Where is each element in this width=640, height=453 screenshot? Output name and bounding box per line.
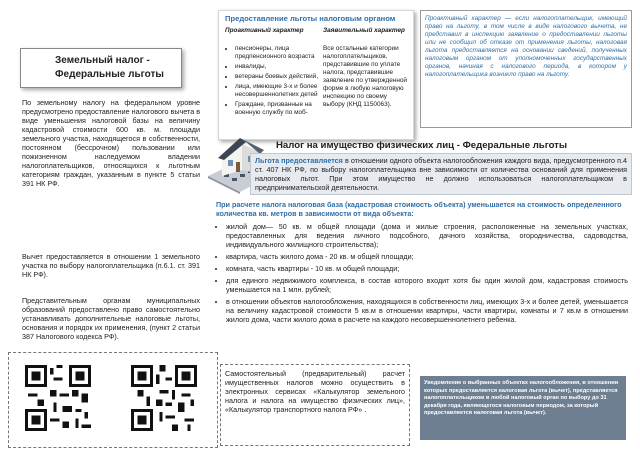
benefit-col1-item: • ветераны боевых действий,: [235, 73, 327, 81]
qr-section: [8, 352, 218, 448]
property-deduction-item: • жилой дом— 50 кв. м общей площади (дома и жилые строения, расположенные на земельных участках, предоставленных для ведения личного подсобного, дачного хозяйства, огородничества, садоводства, индивидуального жилищного строительства);: [226, 222, 628, 249]
proactive-note-text: Проактивный характер — если налогоплательщик, имеющий право на льготу, в том числе в виде налогового вычета, не представил в инспекцию заявление о предоставлении льготы или не сообщил об отказе от применения льготы, налоговая льгота предоставляется на основании сведений, полученных налоговым органом от уполномоченных государственных органов, начиная с налогового периода, в котором у налогоплательщика возникло право на льготу.: [425, 15, 627, 78]
calculator-box: [220, 364, 410, 446]
benefit-col1-header: Проактивный характер: [225, 27, 304, 34]
notice-text: Уведомление о выбранных объектах налогообложения, в отношении которых предоставляется налоговая льгота (вычет), представляется налогоплательщиком в любой налоговый орган по выбору до 31 декабря года, являющегося налоговым периодом, за который предоставляется налоговая льгота (вычет).: [424, 380, 619, 417]
property-highlight-lead: Льгота предоставляется: [255, 156, 343, 165]
land-tax-title-1: Земельный налог -: [55, 55, 150, 66]
property-deduction-intro: При расчете налога налоговая база (кадастровая стоимость объекта) уменьшается на стоимость определенного количества кв. метров в зависимости от вида объекта:: [216, 200, 622, 218]
benefit-col1-item: • инвалиды,: [235, 63, 327, 71]
property-tax-title: Налог на имущество физических лиц - Федеральные льготы: [276, 140, 568, 151]
proactive-note: [420, 10, 632, 128]
benefit-col1-item: • лица, имеющие 3-х и более несовершеннолетних детей: [235, 83, 327, 99]
land-para-2: Вычет предоставляется в отношении 1 земельного участка по выбору налогоплательщика (п.6.1. ст. 391 НК РФ).: [22, 252, 200, 279]
notice-box: [420, 376, 626, 440]
calculator-text: Самостоятельный (предварительный) расчет имущественных налогов можно осуществить в электронных сервисах «Калькулятор земельного налога и налога на имущество физических лиц», «Калькулятор транспортного налога РФ» .: [225, 369, 405, 414]
benefit-col2-header: Заявительный характер: [323, 27, 405, 34]
land-tax-heading: [20, 48, 182, 88]
land-para-1: По земельному налогу на федеральном уровне предусмотрено предоставление налогового вычета в виде уменьшения налоговой базы на величину кадастровой стоимости 600 кв. м. площади земельного участка, находящегося в собственности, постоянном (бессрочном) пользовании или пожизненном наследуемом владении налогоплательщиков, относящихся к льготным категориям граждан, указанным в пункте 5 статьи 391 НК РФ.: [22, 98, 201, 188]
property-deduction-item: • для единого недвижимого комплекса, в состав которого входит хотя бы один жилой дом, кадастровая стоимость уменьшается на 1 млн. рублей;: [226, 276, 628, 294]
qr-code-land-calculator[interactable]: [25, 365, 91, 431]
benefit-col1-list: [225, 45, 327, 119]
benefit-col1-item: • Граждане, призванные на военную службу по моб-: [235, 101, 327, 117]
benefit-col2-text: Все остальные категории налогоплательщиков, представившие по уплате налога, представившие заявление по утвержденной форме в любую налоговую инспекцию по своему выбору (КНД 1150063).: [323, 45, 407, 108]
benefit-col1-item: • пенсионеры, лица предпенсионного возраста: [235, 45, 327, 61]
qr-code-transport-calculator[interactable]: [131, 365, 197, 431]
property-deduction-item: • в отношении объектов налогообложения, находящихся в собственности лиц, имеющих 3-х и более детей, уменьшается на величину кадастровой стоимости 5 кв.м в отношении квартиры, части квартиры, комнаты и 7 кв.м в отношении жилого дома, части жилого дома в расчете на каждого несовершеннолетнего ребенка.: [226, 297, 628, 324]
benefit-box-title: Предоставление льготы налоговым органом: [225, 14, 396, 23]
property-deduction-list: [216, 222, 628, 326]
land-para-3: Представительным органам муниципальных образований предоставлено право самостоятельно устанавливать дополнительные налоговые льготы, основания и порядок их применения, (пункт 2 статьи 387 Налогового кодекса РФ).: [22, 296, 200, 341]
property-highlight: [250, 153, 632, 195]
land-tax-title-2: Федеральные льготы: [55, 69, 164, 80]
benefit-box: [218, 10, 414, 140]
property-deduction-item: • комната, часть квартиры - 10 кв. м общей площади;: [226, 264, 628, 273]
property-highlight-rest: в отношении одного объекта налогообложения каждого вида, предусмотренного п.4 ст. 407 НК РФ, по выбору налогоплательщика вне зависимости от количества оснований для применения налоговых льгот. При этом имущество не должно использоваться налогоплательщиком в предпринимательской деятельности.: [255, 156, 627, 192]
property-deduction-item: • квартира, часть жилого дома - 20 кв. м общей площади;: [226, 252, 628, 261]
